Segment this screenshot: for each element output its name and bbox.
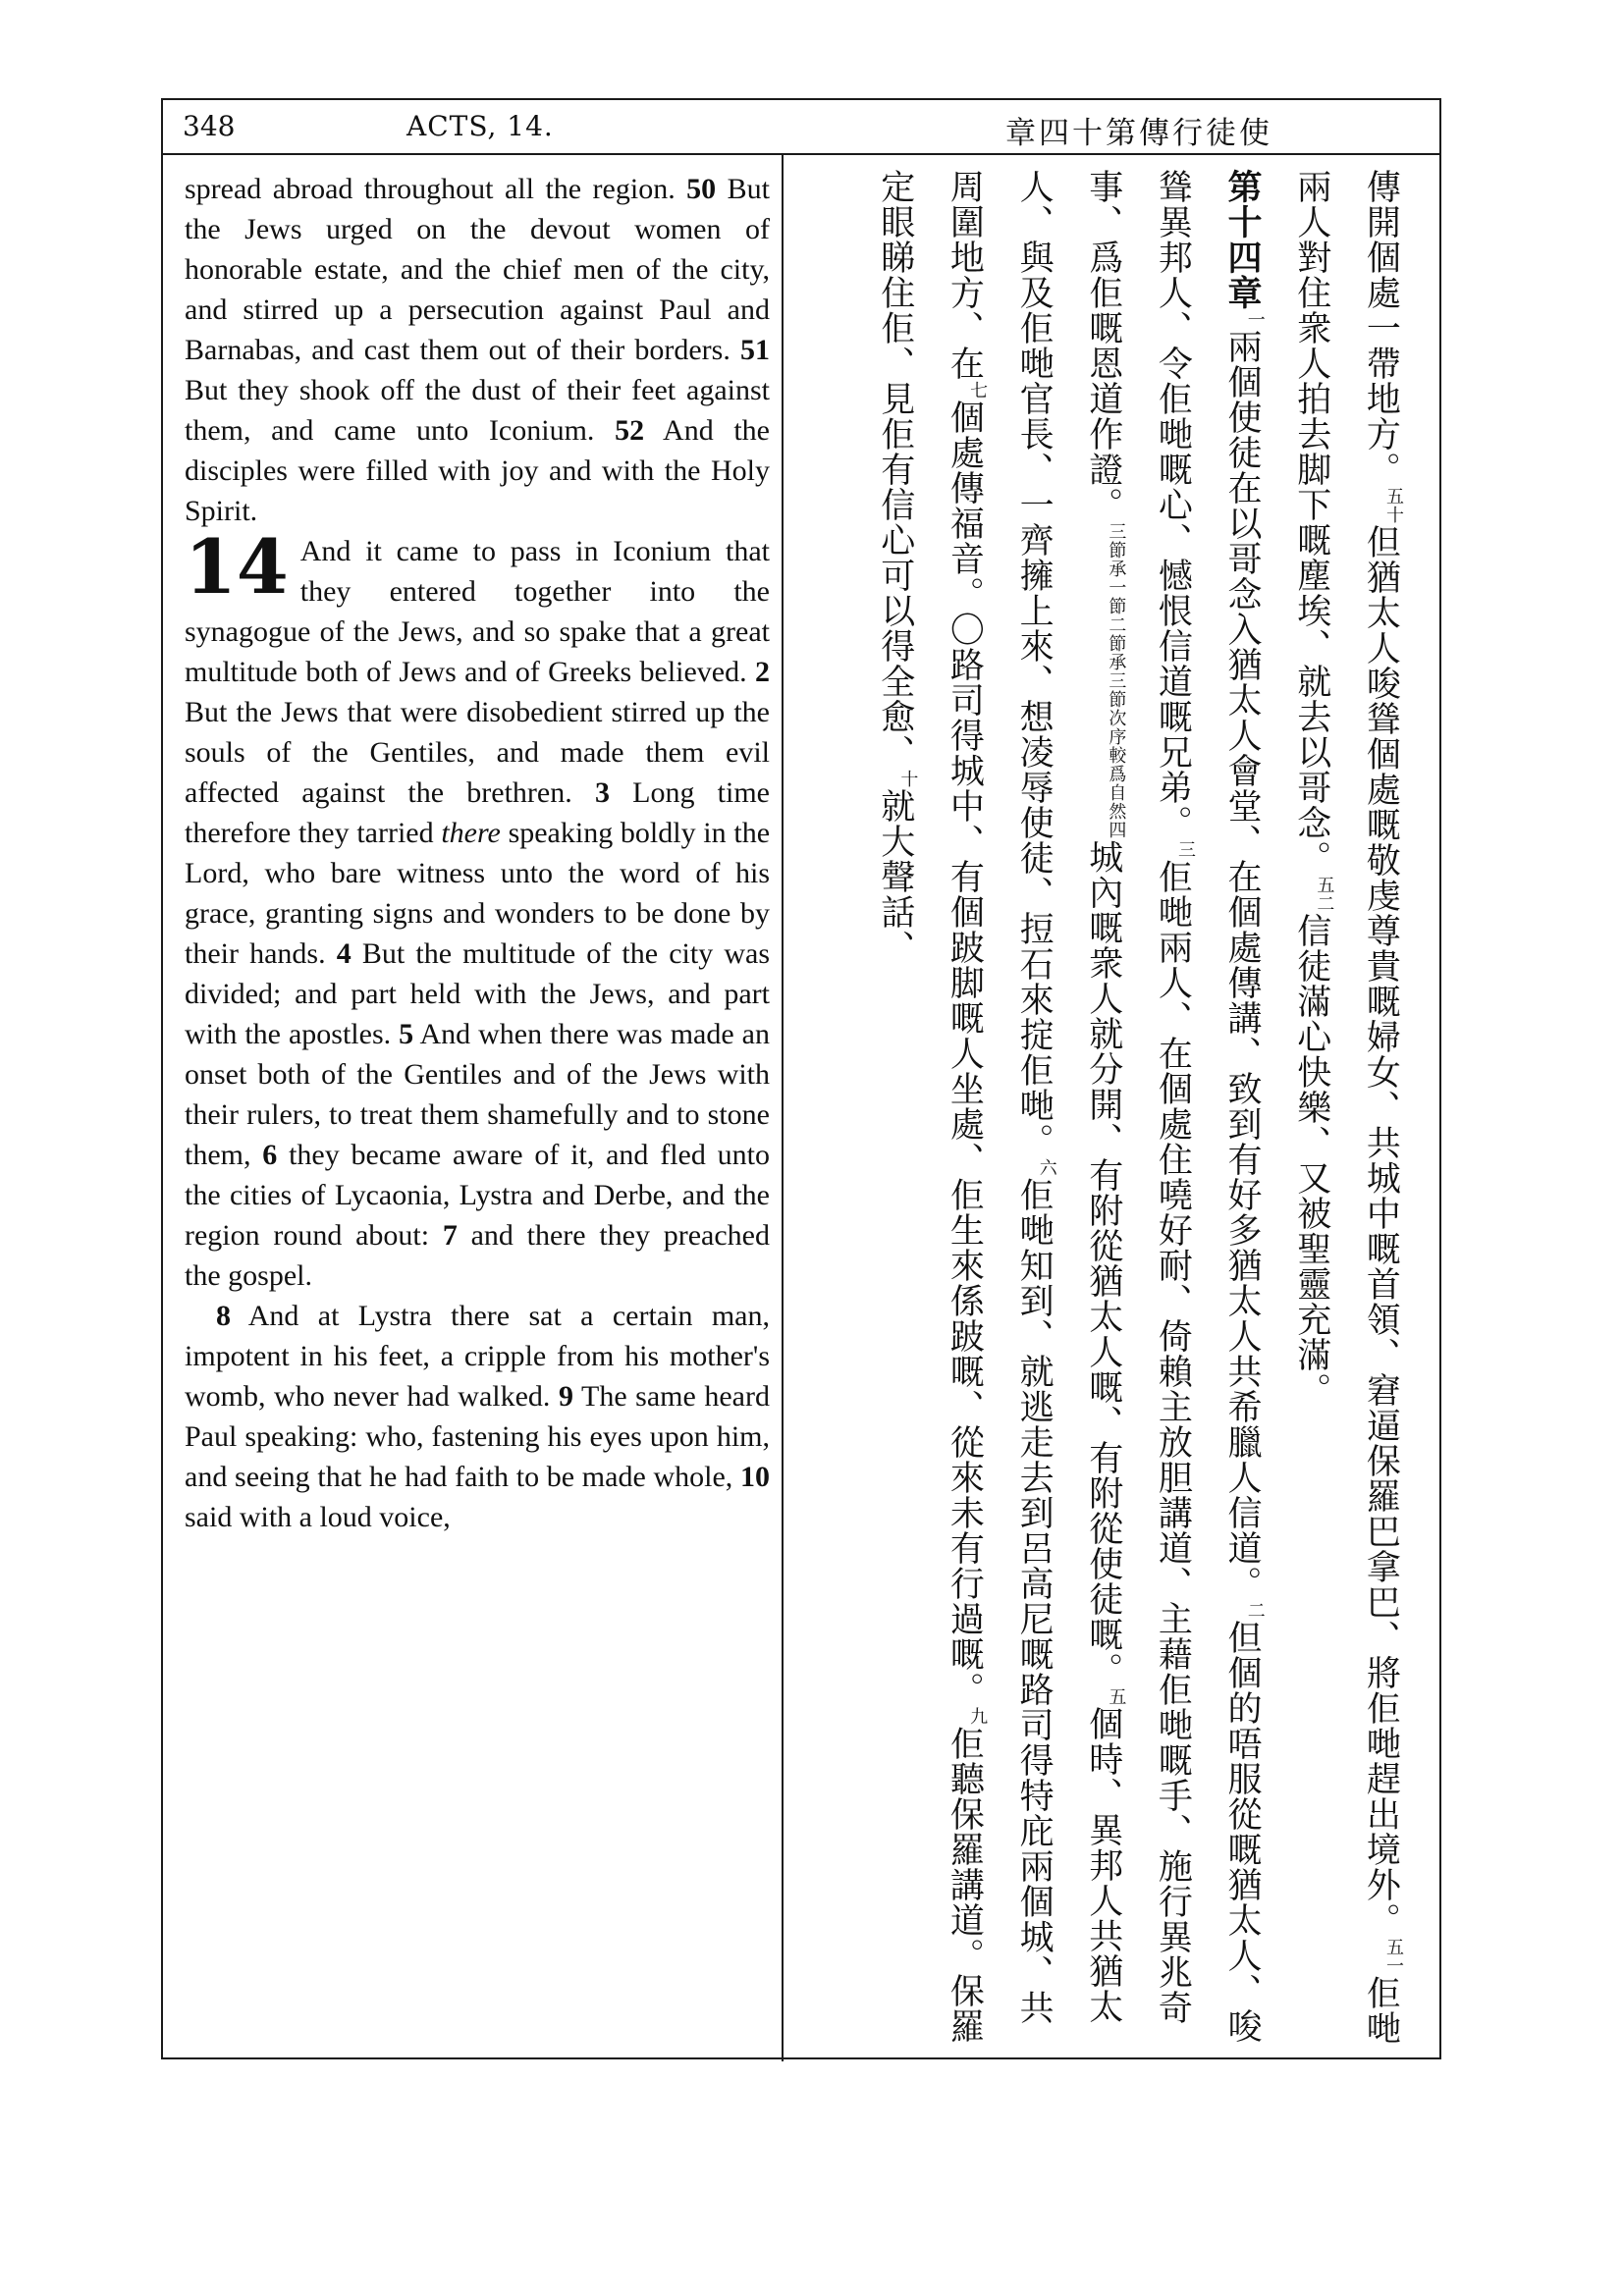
verse-marker: 五 — [1106, 1687, 1127, 1706]
verse-number: 6 — [262, 1139, 278, 1171]
verse-text: But the Jews that were disobedient stirred up the souls of the Gentiles, and made them evil affected against the brethren. — [185, 696, 770, 809]
verse-text: But the Jews urged on the devout women of honorable estate, and the chief men of the city, and stirred up a persecution against Paul and Barnabas, and cast them out of their borders. — [185, 173, 770, 366]
verse-marker: 四 — [1106, 821, 1127, 839]
verse-number: 9 — [558, 1380, 573, 1413]
column-divider — [782, 153, 784, 2061]
chapter-number: 14 — [185, 523, 289, 611]
chinese-text: 城內嘅衆人就分開、有附從猶太人嘅、有附從使徒嘅。 — [1083, 839, 1123, 1687]
verse-marker: 九 — [967, 1707, 989, 1726]
verse-text: And at Lystra there sat a certain man, impotent in his feet, a cripple from his mother's womb, who never had walked. — [185, 1300, 770, 1413]
page-header — [163, 100, 1439, 155]
verse-number: 2 — [755, 656, 770, 688]
verse-marker: 五一 — [1383, 1938, 1404, 1975]
running-head: ACTS, 14. — [406, 110, 554, 142]
chinese-text: 兩個使徒在以哥念入猶太人會堂、在個處傳講、致到有好多猶太人共希臘人信道。 — [1222, 329, 1263, 1601]
verse-text: speaking boldly in the Lord, who bare witness unto the word of his grace, granting signs and wonders to be done by their hands. — [185, 817, 771, 970]
chinese-text: 個時、異邦人共猶太人、與及佢哋官長、一齊擁上來、想凌辱使徒、𢭃石來掟佢哋。 — [1014, 169, 1123, 2024]
verse-text: But they shook off the dust of their feet against them, and came unto Iconium. — [185, 374, 770, 447]
verse-marker: 六 — [1036, 1158, 1057, 1177]
verse-text: The same heard Paul speaking: who, fastening his eyes upon him, and seeing that he had faith to be made whole, — [185, 1380, 770, 1493]
verse-number: 3 — [594, 776, 610, 809]
verse-text: Long time therefore they tarried — [185, 776, 770, 849]
english-paragraph-3 — [185, 1296, 770, 1537]
verse-number: 8 — [216, 1300, 231, 1332]
verse-marker: 三 — [1175, 840, 1197, 859]
chinese-paragraph-2 — [867, 169, 1283, 2050]
verse-text: But the multitude of the city was divided; and part held with the Jews, and part with the apostles. — [185, 937, 770, 1050]
chinese-column — [797, 169, 1422, 2050]
page-number: 348 — [183, 110, 236, 142]
verse-number: 52 — [615, 414, 645, 447]
italic-word: there — [441, 817, 501, 849]
english-paragraph-2 — [185, 523, 771, 1296]
verse-number: 50 — [686, 173, 717, 205]
chinese-text: 但個的唔服從嘅猶太人、唆聳異邦人、令佢哋嘅心、憾恨信道嘅兄弟。 — [1153, 169, 1263, 2044]
english-paragraph-1 — [185, 169, 770, 531]
verse-marker: 五十 — [1383, 487, 1404, 524]
chinese-text: 佢聽保羅講道。保羅定眼睇住佢、見佢有信心可以得全愈、 — [875, 169, 985, 2044]
verse-text: spread abroad throughout all the region. — [185, 173, 687, 205]
verse-text: And the disciples were filled with joy and with the Holy Spirit. — [185, 414, 770, 527]
verse-text: and there they preached the gospel. — [185, 1219, 770, 1292]
verse-text: And when there was made an onset both of the Gentiles and of the Jews with their rulers, to treat them shamefully and to stone them, — [185, 1018, 771, 1171]
verse-marker: 二 — [1244, 1601, 1266, 1620]
verse-marker: 七 — [967, 381, 989, 400]
verse-marker: 一 — [1244, 310, 1266, 329]
chinese-text: 傳開個處一帶地方。 — [1361, 169, 1401, 487]
chinese-text: 信徒滿心快樂、又被聖靈充滿。 — [1291, 913, 1331, 1408]
annotation-note: 三節承一節二節承三節次序較爲自然 — [1106, 522, 1127, 821]
chinese-paragraph-1 — [1283, 169, 1422, 2050]
verse-marker: 十 — [897, 770, 919, 788]
chinese-text: 個處傳福音。〇路司得城中、有個跛脚嘅人坐處、佢生來係跛嘅、從來未有行過嘅。 — [945, 400, 985, 1707]
chinese-text: 就大聲話、 — [875, 788, 915, 965]
chinese-text: 佢哋兩人對住衆人拍去脚下嘅塵埃、就去以哥念。 — [1291, 169, 1401, 2046]
verse-number: 7 — [442, 1219, 458, 1252]
chinese-text: 但猶太人唆聳個處嘅敬虔尊貴嘅婦女、共城中嘅首領、窘逼保羅巴拿巴、將佢哋趕出境外。 — [1361, 524, 1401, 1938]
chinese-text: 佢哋兩人、在個處住嘵好耐、倚賴主放胆講道、主藉佢哋嘅手、施行異兆奇事、爲佢嘅恩道作證。 — [1083, 169, 1193, 2025]
verse-number: 5 — [399, 1018, 414, 1050]
verse-text: they became aware of it, and fled unto the cities of Lycaonia, Lystra and Derbe, and the region round about: — [185, 1139, 770, 1252]
english-column — [185, 169, 770, 1537]
chinese-chapter-title: 第十四章 — [1222, 169, 1264, 310]
verse-number: 4 — [336, 937, 352, 970]
verse-text: said with a loud voice, — [185, 1501, 451, 1533]
verse-number: 10 — [740, 1461, 770, 1493]
book-page — [161, 98, 1441, 2059]
verse-text: And it came to pass in Iconium that they entered together into the synagogue of the Jews, and so spake that a great multitude both of Jews and of Greeks believed. — [185, 535, 770, 688]
chinese-text: 佢哋知到、就逃走去到呂高尼嘅路司得特庇兩個城、共周圍地方、在 — [945, 169, 1055, 2025]
verse-marker: 五二 — [1314, 876, 1335, 913]
verse-number: 51 — [740, 334, 770, 366]
chinese-running-head: 章四十第傳行徒使 — [1005, 116, 1272, 151]
